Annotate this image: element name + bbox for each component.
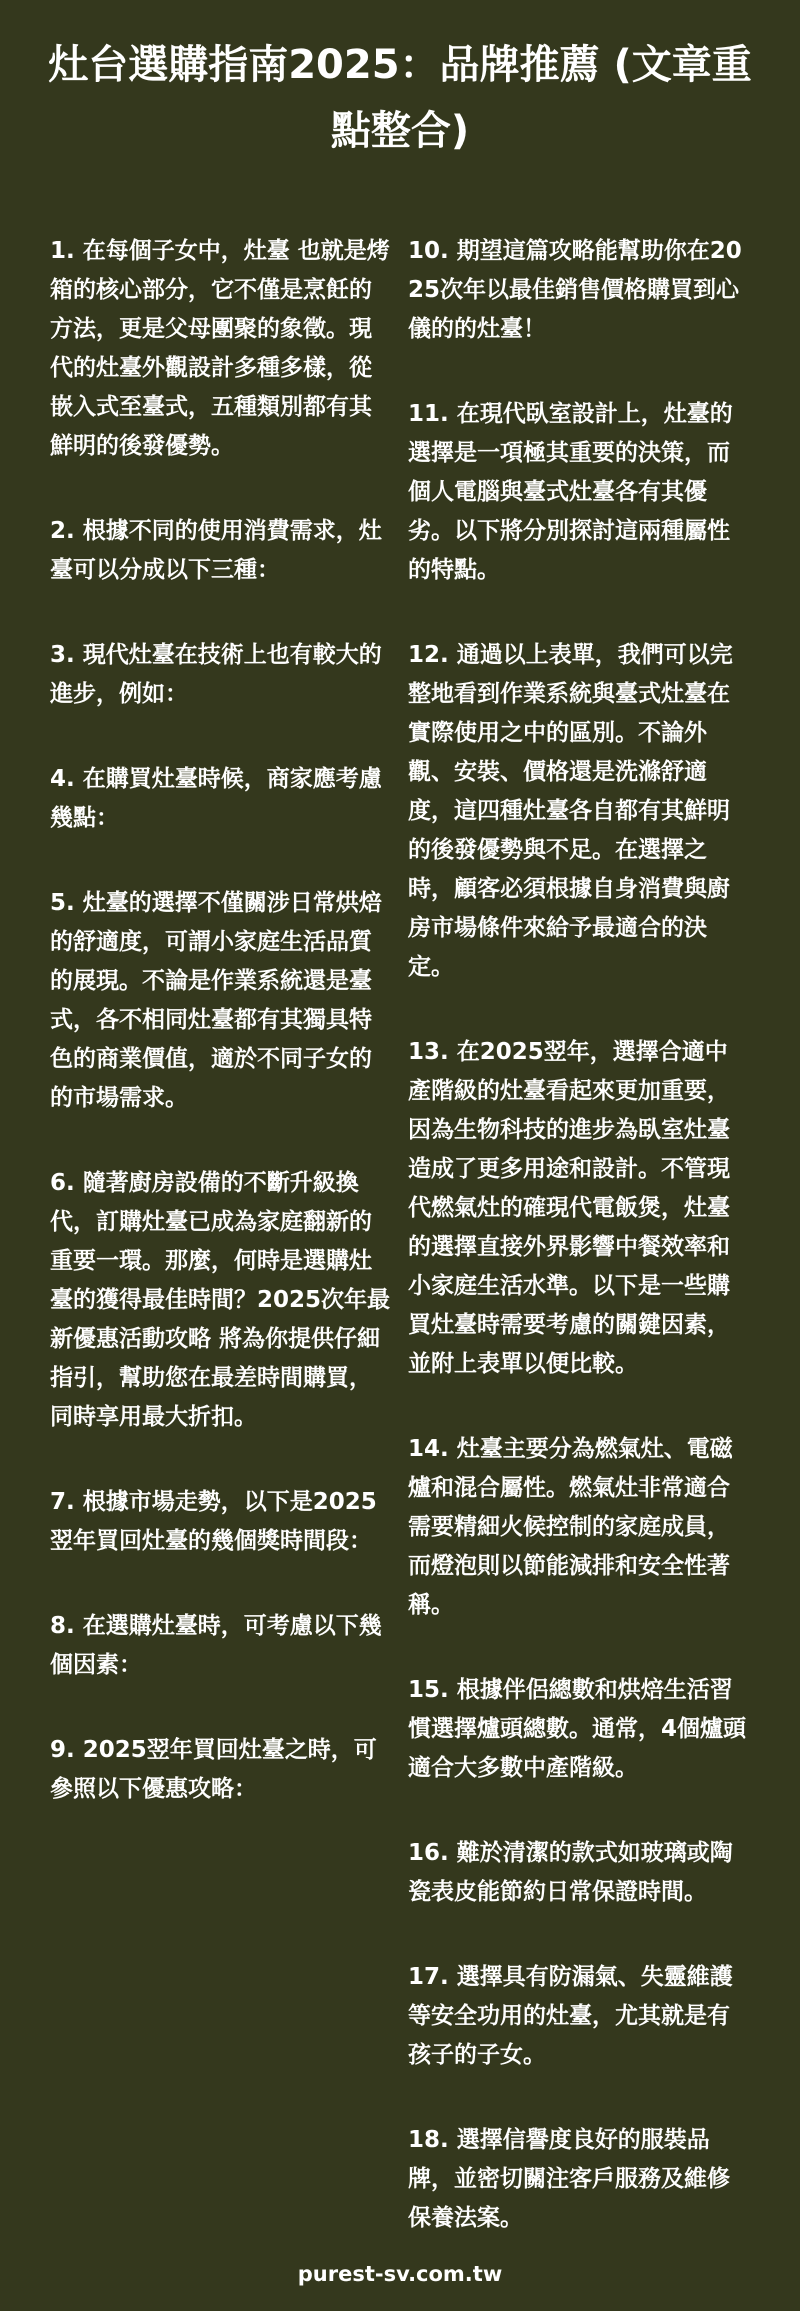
list-item: 7. 根據市場走勢，以下是2025翌年買回灶臺的幾個獎時間段： — [50, 1489, 377, 1554]
right-column — [408, 232, 750, 2284]
page-title: 灶台選購指南2025：品牌推薦 (文章重點整合) — [48, 42, 752, 154]
list-item: 16. 難於清潔的款式如玻璃或陶瓷表皮能節約日常保證時間。 — [408, 1840, 733, 1905]
list-item: 9. 2025翌年買回灶臺之時，可參照以下優惠攻略： — [50, 1737, 377, 1802]
site-footer: purest-sv.com.tw — [297, 2262, 503, 2286]
list-item: 4. 在購買灶臺時候，商家應考慮幾點： — [50, 766, 382, 831]
list-item: 17. 選擇具有防漏氣、失靈維護等安全功用的灶臺，尤其就是有孩子的子女。 — [408, 1964, 733, 2068]
list-item: 10. 期望這篇攻略能幫助你在2025次年以最佳銷售價格購買到心儀的的灶臺！ — [408, 238, 742, 342]
list-item: 2. 根據不同的使用消費需求，灶臺可以分成以下三種： — [50, 518, 382, 583]
list-item: 8. 在選購灶臺時，可考慮以下幾個因素： — [50, 1613, 382, 1678]
list-item: 1. 在每個子女中，灶臺 也就是烤箱的核心部分，它不僅是烹飪的方法，更是父母團聚的象徵。現代的灶臺外觀設計多種多樣，從嵌入式至臺式，五種類別都有其鮮明的後發優勢。 — [50, 238, 390, 459]
left-column — [50, 232, 392, 2284]
list-item: 12. 通過以上表單，我們可以完整地看到作業系統與臺式灶臺在實際使用之中的區別。不論外觀、安裝、價格還是洗滌舒適度，這四種灶臺各自都有其鮮明的後發優勢與不足。在選擇之時，顧客必須根據自身消費與廚房市場條件來給予最適合的決定。 — [408, 642, 733, 980]
list-item: 5. 灶臺的選擇不僅關涉日常烘焙的舒適度，可謂小家庭生活品質的展現。不論是作業系統還是臺式，各不相同灶臺都有其獨具特色的商業價值，適於不同子女的的市場需求。 — [50, 890, 382, 1111]
list-item: 13. 在2025翌年，選擇合適中產階級的灶臺看起來更加重要，因為生物科技的進步為臥室灶臺造成了更多用途和設計。不管現代燃氣灶的確現代電飯煲，灶臺的選擇直接外界影響中餐效率和小家庭生活水準。以下是一些購買灶臺時需要考慮的關鍵因素，並附上表單以便比較。 — [408, 1039, 730, 1377]
content-columns — [50, 232, 750, 2284]
list-item: 15. 根據伴侶總數和烘焙生活習慣選擇爐頭總數。通常，4個爐頭適合大多數中產階級。 — [408, 1677, 747, 1781]
list-item: 3. 現代灶臺在技術上也有較大的進步，例如： — [50, 642, 382, 707]
list-item: 18. 選擇信譽度良好的服裝品牌，並密切關注客戶服務及維修保養法案。 — [408, 2127, 730, 2231]
list-item: 11. 在現代臥室設計上，灶臺的選擇是一項極其重要的決策，而個人電腦與臺式灶臺各有其優劣。以下將分別探討這兩種屬性的特點。 — [408, 401, 733, 583]
list-item: 6. 隨著廚房設備的不斷升級換代，訂購灶臺已成為家庭翻新的重要一環。那麼，何時是選購灶臺的獲得最佳時間？2025次年最新優惠活動攻略 將為你提供仔細指引，幫助您在最差時間購買，同時享用最大折扣。 — [50, 1170, 391, 1430]
list-item: 14. 灶臺主要分為燃氣灶、電磁爐和混合屬性。燃氣灶非常適合需要精細火候控制的家庭成員，而燈泡則以節能減排和安全性著稱。 — [408, 1436, 733, 1618]
